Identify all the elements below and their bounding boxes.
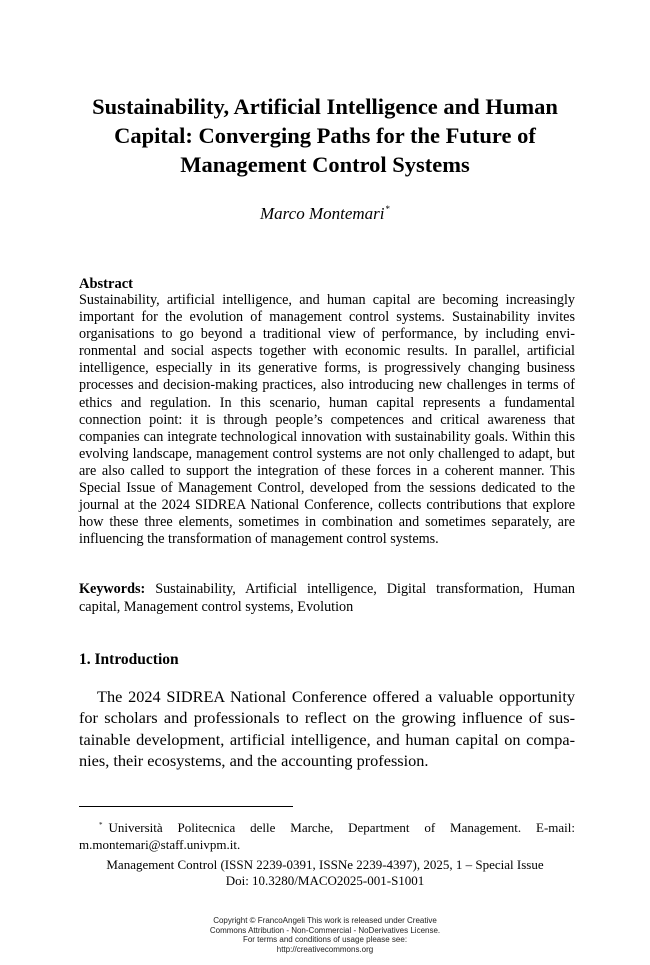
doi: Doi: 10.3280/MACO2025-001-S1001 xyxy=(225,873,425,888)
abstract-text: Sustainability, artificial intelligence, and human capital are becoming increasingly important for the evolution of management control systems. Sustainability invites organisations to go beyond a traditional view of performance, by including environmental and social aspects together with economic results. In parallel, artificial intelligence, especially in its generative forms, is progressively changing business processes and decision-making practices, also introducing new challenges in terms of ethics and regulation. In this scenario, human capital represents a fundamental connection point: it is through people’s competences and critical awareness that companies can integrate technological innovation with sustainability goals. Within this evolving landscape, management control systems are not only challenged to adapt, but are also called to support the integration of these forces in a coherent manner. This Special Issue of Management Control, developed from the sessions dedicated to the journal at the 2024 SIDREA National Conference, collects contributions that explore how these three elements, sometimes in combination and sometimes separately, are influencing the transformation of management control systems. xyxy=(79,292,575,548)
license-line-2: Commons Attribution - Non-Commercial - NoDerivatives License. xyxy=(209,925,441,935)
footnote-text: Università Politecnica delle Marche, Department of Management. E-mail: m.montemari@staff.univpm.it. xyxy=(79,820,575,852)
author-name: Marco Montemari xyxy=(260,204,385,223)
author-footnote-marker: * xyxy=(385,204,390,214)
keywords-text: Sustainability, Artificial intelligence, Digital transformation, Human capital, Management control systems, Evolution xyxy=(79,581,576,615)
license-notice xyxy=(0,916,650,954)
author-line xyxy=(0,204,650,224)
footnote-marker: * xyxy=(99,821,103,829)
keywords-label: Keywords: xyxy=(79,581,146,597)
license-line-1: Copyright © FrancoAngeli This work is released under Creative xyxy=(213,916,437,925)
introduction-paragraph: The 2024 SIDREA National Conference offered a valuable opportunity for scholars and professionals to reflect on the growing influence of sustainable development, artificial intelligence, and human capital on companies, their ecosystems, and the accounting profession. xyxy=(79,687,575,771)
license-line-4: http://creativecommons.org xyxy=(276,944,374,954)
footnote xyxy=(79,817,575,853)
title-line-2: Capital: Converging Paths for the Future of xyxy=(114,123,536,148)
title-line-1: Sustainability, Artificial Intelligence and Human xyxy=(92,94,558,119)
journal-info: Management Control (ISSN 2239-0391, ISSNe 2239-4397), 2025, 1 – Special Issue xyxy=(106,857,544,872)
title-line-3: Management Control Systems xyxy=(180,152,470,177)
paper-title xyxy=(70,92,580,179)
license-line-3: For terms and conditions of usage please see: xyxy=(242,935,408,945)
section-heading-introduction: 1. Introduction xyxy=(79,651,179,668)
abstract-heading: Abstract xyxy=(79,276,133,292)
keywords xyxy=(79,580,575,616)
footnote-divider xyxy=(79,806,293,807)
